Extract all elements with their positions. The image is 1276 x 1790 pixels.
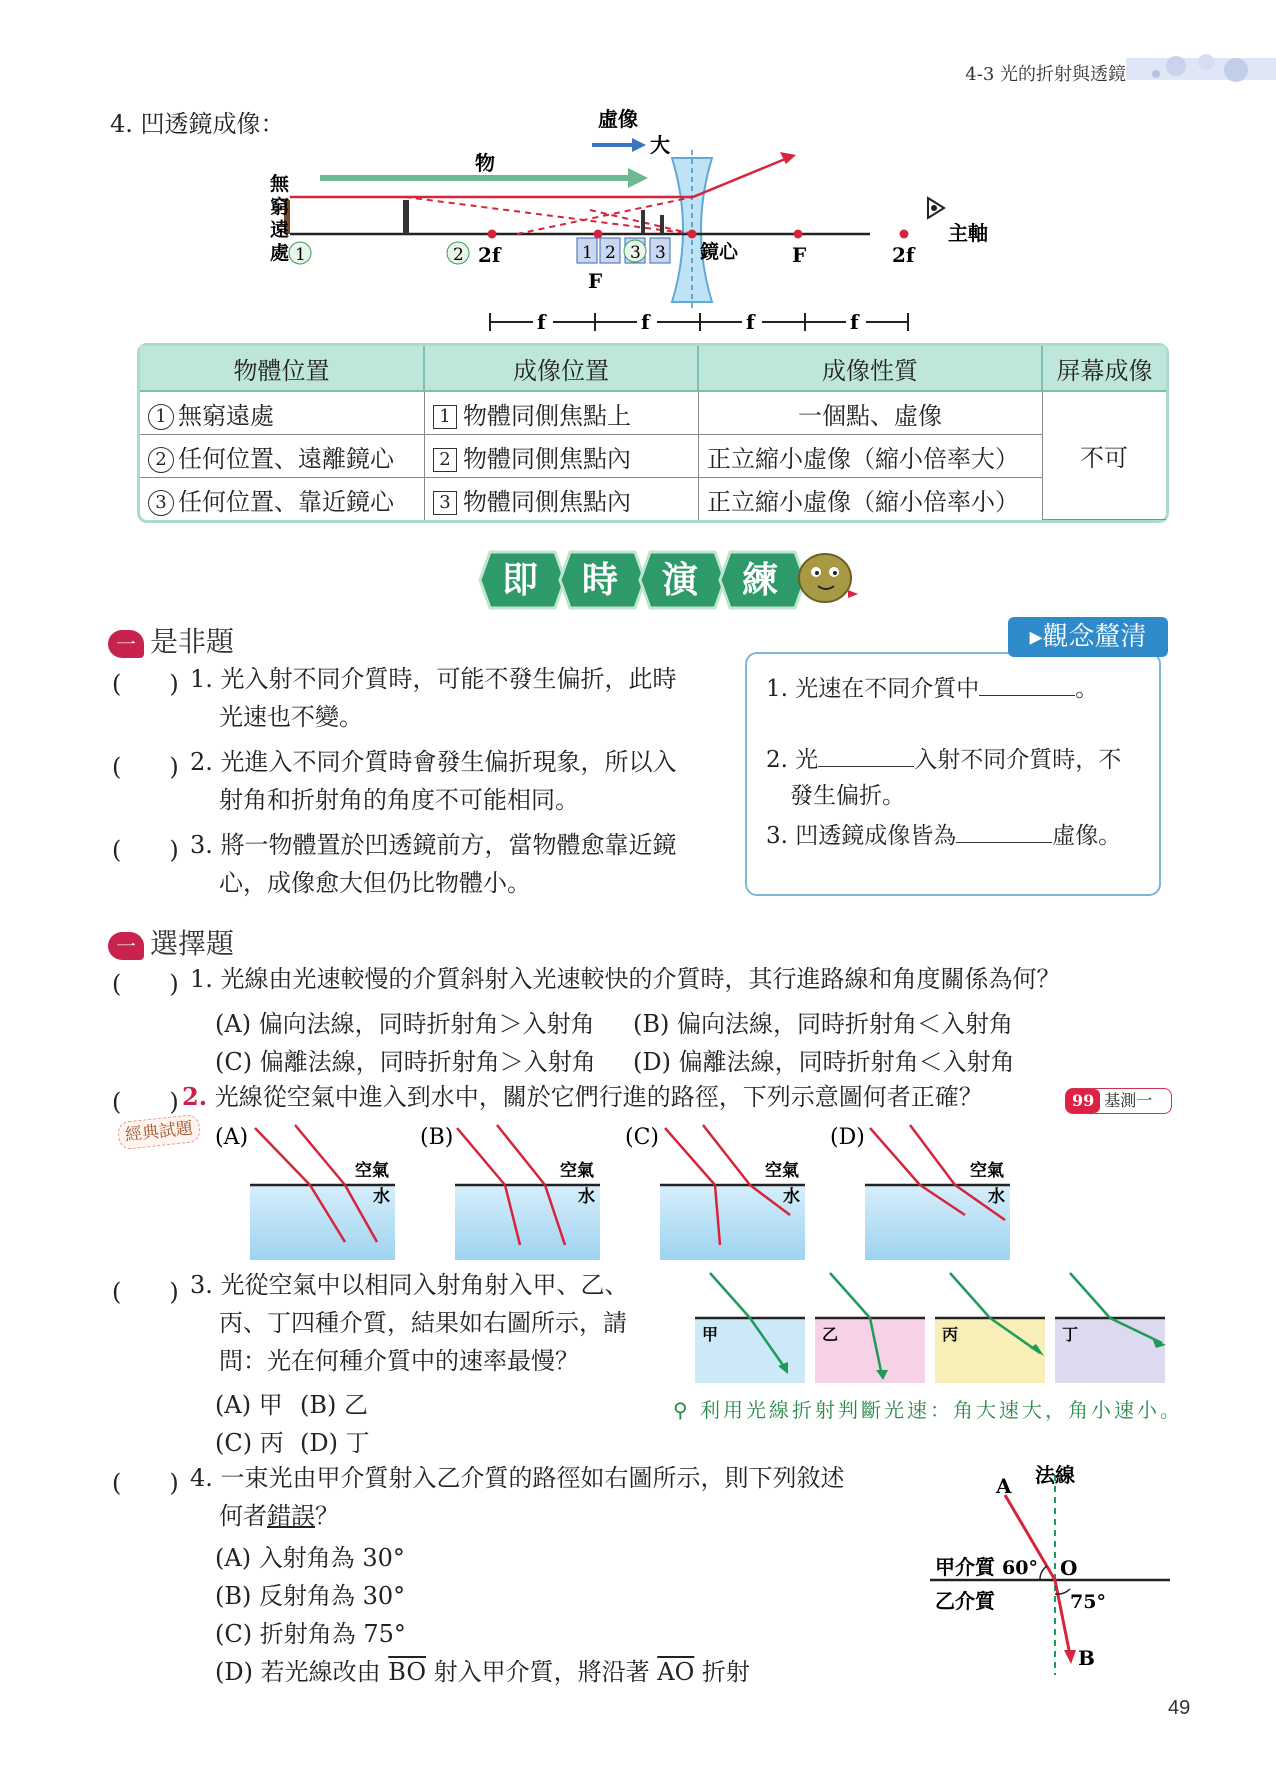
img-3b: 3 (655, 243, 666, 263)
pos-2: 2 (453, 245, 464, 265)
svg-text:空氣: 空氣 (765, 1161, 799, 1181)
mc-q3: 3. 光從空氣中以相同入射角射入甲、乙、 丙、丁四種介質，結果如右圖所示，請 問：光在何種介質中的速率最慢？ (190, 1271, 629, 1375)
section-4-title: 4. 凹透鏡成像： (110, 110, 285, 138)
label-F-left: F (588, 269, 603, 293)
row-pos: 任何位置、靠近鏡心 (178, 487, 394, 516)
q2-figures (215, 1120, 1015, 1260)
mc-q3-A: (A) 甲 (215, 1391, 283, 1419)
section-icon (108, 932, 144, 960)
fig4-O: O (1060, 1556, 1078, 1580)
answer-paren[interactable]: ( ) (112, 753, 179, 781)
mc-heading (108, 922, 234, 962)
fig4-angle-60: 60° (1002, 1557, 1038, 1579)
table-row (140, 392, 1166, 435)
banner-char-2: 時 (582, 559, 619, 601)
q2-opt-C: (C) (625, 1125, 659, 1150)
label-inf-4: 處 (270, 242, 290, 264)
mc-q4-B: (B) 反射角為 30° (215, 1582, 406, 1610)
mc-q4-A: (A) 入射角為 30° (215, 1544, 405, 1572)
row-num: 2 (148, 447, 174, 473)
concave-lens-table (137, 343, 1169, 523)
svg-text:水: 水 (578, 1187, 595, 1207)
svg-text:水: 水 (783, 1187, 800, 1207)
concave-lens-diagram (270, 100, 1000, 340)
f-2: f (641, 310, 650, 334)
concept-line-3: 3. 凹透鏡成像皆為 虛像。 (766, 823, 1122, 849)
answer-paren[interactable]: ( ) (112, 1088, 179, 1116)
fig4-medium-b: 乙介質 (935, 1589, 995, 1613)
screen-cell: 不可 (1043, 392, 1166, 520)
lightbulb-icon: ⚲ (673, 1398, 701, 1422)
fig4-normal: 法線 (1035, 1463, 1075, 1487)
row-num: 3 (148, 490, 174, 516)
row-img: 物體同側焦點上 (463, 401, 631, 430)
banner-char-3: 演 (662, 559, 699, 601)
label-virtual-image: 虛像 (598, 107, 638, 131)
page-number: 49 (1168, 1697, 1191, 1719)
svg-text:空氣: 空氣 (355, 1161, 389, 1181)
q2-opt-B: (B) (420, 1125, 454, 1150)
row-nature: 正立縮小虛像（縮小倍率小） (699, 478, 1043, 520)
mc-q2: 2. 光線從空氣中進入到水中，關於它們行進的路徑，下列示意圖何者正確？ (182, 1082, 983, 1111)
banner-char-1: 即 (502, 559, 539, 601)
label-F-right: F (792, 243, 807, 267)
label-large: 大 (650, 133, 670, 157)
concept-title: ▸觀念釐清 (1008, 617, 1168, 657)
fig4-B: B (1078, 1646, 1095, 1670)
concept-line-2: 2. 光 入射不同介質時，不 發生偏折。 (766, 747, 1122, 809)
mc-q1-B: (B) 偏向法線，同時折射角＜入射角 (633, 1010, 1013, 1038)
q2-opt-D: (D) (830, 1125, 865, 1150)
hint-text: ⚲ 利用光線折射判斷光速：角大速大，角小速小。 (673, 1398, 1184, 1422)
th-screen: 屏幕成像 (1043, 346, 1166, 392)
f-3: f (746, 310, 755, 334)
running-header: 4-3 光的折射與透鏡 (965, 64, 1126, 85)
q2-opt-A: (A) (215, 1125, 249, 1150)
img-2: 2 (605, 243, 616, 263)
mc-q4: 4. 一束光由甲介質射入乙介質的路徑如右圖所示，則下列敘述 何者錯誤？ (190, 1464, 845, 1530)
mc-title: 選擇題 (150, 927, 235, 960)
tf-title: 是非題 (150, 625, 235, 658)
header-decoration (1126, 52, 1276, 92)
fig4-A: A (996, 1474, 1012, 1498)
fig4-medium-a: 甲介質 (935, 1555, 995, 1579)
mc-q1-A: (A) 偏向法線，同時折射角＞入射角 (215, 1010, 595, 1038)
tf-q1: 1. 光入射不同介質時，可能不發生偏折，此時 光速也不變。 (190, 665, 677, 731)
q3-media-figure (690, 1268, 1170, 1388)
mc-q4-D: (D) 若光線改由 $\overline{BO}$ 射入甲介質，將沿著 $\overline{AO}$ 折射 (215, 1658, 750, 1686)
label-2f-left: 2f (478, 243, 501, 267)
label-2f-right: 2f (892, 243, 915, 267)
medium-bing: 丙 (942, 1325, 959, 1344)
mc-q3-C: (C) 丙 (215, 1429, 284, 1457)
tf-q2: 2. 光進入不同介質時會發生偏折現象，所以入 射角和折射角的角度不可能相同。 (190, 748, 677, 814)
medium-jia: 甲 (702, 1325, 719, 1344)
row-imgnum: 2 (433, 448, 457, 472)
mc-q3-B: (B) 乙 (300, 1391, 368, 1419)
row-imgnum: 1 (433, 405, 457, 429)
mc-q1-D: (D) 偏離法線，同時折射角＜入射角 (633, 1048, 1015, 1076)
row-num: 1 (148, 404, 174, 430)
medium-ding: 丁 (1062, 1325, 1079, 1344)
svg-text:空氣: 空氣 (970, 1161, 1004, 1181)
label-object: 物 (475, 151, 495, 175)
exam-tag: 99 基測一 (1065, 1088, 1172, 1114)
row-nature: 一個點、虛像 (699, 392, 1043, 435)
section-icon (108, 630, 144, 658)
mascot-icon (799, 554, 851, 602)
concept-line-1: 1. 光速在不同介質中 。 (766, 676, 1099, 702)
fig4-angle-75: 75° (1070, 1591, 1106, 1613)
answer-paren[interactable]: ( ) (112, 1278, 179, 1306)
label-inf-1: 無 (270, 173, 290, 195)
row-nature: 正立縮小虛像（縮小倍率大） (699, 435, 1043, 478)
th-object-position: 物體位置 (140, 346, 425, 392)
img-1: 1 (582, 243, 593, 263)
f-4: f (850, 310, 859, 334)
table-row (140, 435, 1166, 478)
row-img: 物體同側焦點內 (463, 487, 631, 516)
mc-q4-C: (C) 折射角為 75° (215, 1620, 406, 1648)
svg-text:水: 水 (988, 1187, 1005, 1207)
banner-char-4: 練 (742, 559, 779, 601)
row-imgnum: 3 (433, 491, 457, 515)
img-3a: 3 (630, 243, 641, 263)
mc-q1-C: (C) 偏離法線，同時折射角＞入射角 (215, 1048, 596, 1076)
pos-1: 1 (295, 245, 306, 265)
row-pos: 任何位置、遠離鏡心 (178, 444, 394, 473)
answer-paren[interactable]: ( ) (112, 670, 179, 698)
practice-banner (480, 540, 860, 620)
svg-text:空氣: 空氣 (560, 1161, 594, 1181)
tf-q3: 3. 將一物體置於凹透鏡前方，當物體愈靠近鏡 心，成像愈大但仍比物體小。 (190, 831, 677, 897)
classic-badge: 經典試題 (117, 1114, 201, 1150)
tf-heading (108, 620, 234, 660)
th-image-nature: 成像性質 (699, 346, 1043, 392)
label-inf-3: 遠 (270, 219, 290, 241)
answer-paren[interactable]: ( ) (112, 970, 179, 998)
medium-yi: 乙 (822, 1325, 839, 1344)
table-row (140, 478, 1166, 520)
row-img: 物體同側焦點內 (463, 444, 631, 473)
answer-paren[interactable]: ( ) (112, 836, 179, 864)
f-1: f (537, 310, 546, 334)
mc-q1: 1. 光線由光速較慢的介質斜射入光速較快的介質時，其行進路線和角度關係為何？ (190, 965, 1061, 993)
label-lens-center: 鏡心 (700, 241, 739, 263)
answer-paren[interactable]: ( ) (112, 1469, 179, 1497)
label-inf-2: 窮 (270, 196, 290, 218)
row-pos: 無窮遠處 (178, 401, 274, 430)
svg-text:水: 水 (373, 1187, 390, 1207)
mc-q3-D: (D) 丁 (300, 1429, 370, 1457)
label-main-axis: 主軸 (948, 221, 988, 245)
q4-figure (930, 1460, 1180, 1680)
th-image-position: 成像位置 (425, 346, 699, 392)
